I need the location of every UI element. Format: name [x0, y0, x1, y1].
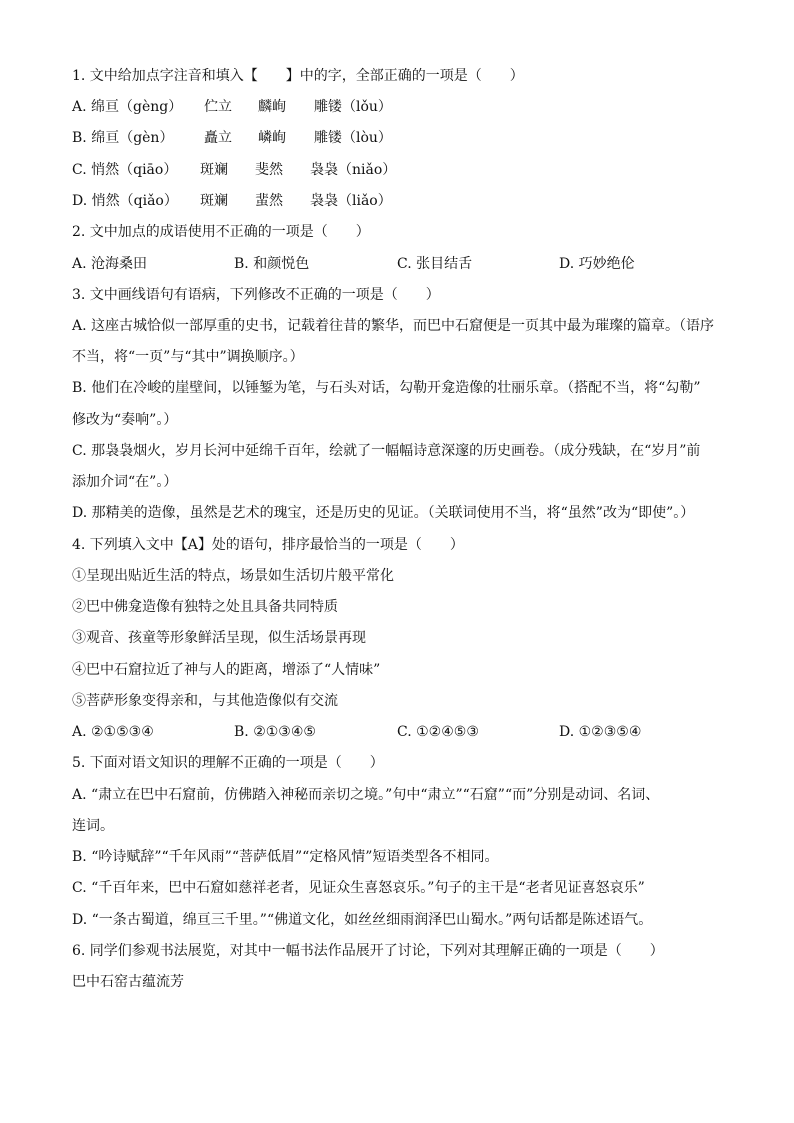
- q1-a-col4: 雕镂（lǒu）: [314, 99, 392, 115]
- q1-option-d: [72, 191, 722, 211]
- q2-option-b: B. 和颜悦色: [234, 256, 310, 272]
- q4-item-2: ②巴中佛龛造像有独特之处且具备共同特质: [72, 599, 338, 615]
- q3-option-a-line1: A. 这座古城恰似一部厚重的史书，记载着往昔的繁华，而巴中石窟便是一页其中最为璀璨的篇章。（语序: [72, 318, 715, 334]
- q3-option-c-line1: C. 那袅袅烟火，岁月长河中延绵千百年，绘就了一幅幅诗意深邃的历史画卷。（成分残缺，在“岁月”前: [72, 443, 701, 459]
- q4-option-c: C. ①②④⑤③: [397, 724, 479, 740]
- q1-d-col1: D. 悄然（qiǎo）: [72, 193, 178, 209]
- q1-option-c: [72, 160, 722, 180]
- q4-item-5: ⑤菩萨形象变得亲和，与其他造像似有交流: [72, 693, 338, 709]
- q1-a-col2: 伫立: [204, 99, 232, 115]
- q1-c-col4: 袅袅（niǎo）: [310, 162, 397, 178]
- q3-option-c-line2: 添加介词“在”。）: [72, 474, 178, 490]
- q3-option-d: D. 那精美的造像，虽然是艺术的瑰宝，还是历史的见证。（关联词使用不当，将“虽然”改为“即使”。）: [72, 505, 695, 521]
- q5-option-b: B. “吟诗赋辞”“千年风雨”“菩萨低眉”“定格风情”短语类型各不相同。: [72, 849, 499, 865]
- q3-option-b-line1: B. 他们在冷峻的崖壁间，以锤錾为笔，与石头对话，勾勒开龛造像的壮丽乐章。（搭配不当，将“勾勒”: [72, 380, 701, 396]
- q2-option-c: C. 张目结舌: [397, 256, 473, 272]
- q4-option-a: A. ②①⑤③④: [72, 724, 154, 740]
- q4-option-b: B. ②①③④⑤: [234, 724, 316, 740]
- q1-b-col4: 雕镂（lòu）: [314, 130, 392, 146]
- q1-c-col3: 斐然: [255, 162, 283, 178]
- q1-c-col1: C. 悄然（qiāo）: [72, 162, 178, 178]
- q2-option-d: D. 巧妙绝伦: [559, 256, 635, 272]
- q2-stem: 2. 文中加点的成语使用不正确的一项是（ ）: [72, 224, 370, 240]
- q4-item-3: ③观音、孩童等形象鲜活呈现，似生活场景再现: [72, 630, 366, 646]
- q5-option-d: D. “一条古蜀道，绵亘三千里。”“佛道文化，如丝丝细雨润泽巴山蜀水。”两句话都是陈述语气。: [72, 912, 653, 928]
- q2-option-a: A. 沧海桑田: [72, 256, 148, 272]
- q4-option-d: D. ①②③⑤④: [559, 724, 642, 740]
- q1-b-col1: B. 绵亘（gèn）: [72, 130, 174, 146]
- q1-a-col1: A. 绵亘（gèng）: [72, 99, 183, 115]
- q1-b-col3: 嶙峋: [258, 130, 286, 146]
- q4-stem: 4. 下列填入文中【A】处的语句，排序最恰当的一项是（ ）: [72, 537, 464, 553]
- q1-b-col2: 矗立: [204, 130, 232, 146]
- q4-item-4: ④巴中石窟拉近了神与人的距离，增添了“人情味”: [72, 662, 381, 678]
- q6-calligraphy-text: 巴中石窑古蕴流芳: [72, 974, 184, 990]
- q6-stem: 6. 同学们参观书法展览，对其中一幅书法作品展开了讨论，下列对其理解正确的一项是（ ）: [72, 943, 664, 959]
- q3-option-a-line2: 不当，将“一页”与“其中”调换顺序。）: [72, 349, 304, 365]
- q2-options: [72, 254, 722, 274]
- q1-option-b: [72, 128, 722, 148]
- q5-option-a-line1: A. “肃立在巴中石窟前，仿佛踏入神秘而亲切之境。”句中“肃立”“石窟”“而”分别是动词、名词、: [72, 787, 660, 803]
- q1-a-col3: 麟峋: [258, 99, 286, 115]
- q5-option-c: C. “千百年来，巴中石窟如慈祥老者，见证众生喜怒哀乐。”句子的主干是“老者见证喜怒哀乐”: [72, 880, 645, 896]
- q1-stem: 1. 文中给加点字注音和填入【 】中的字，全部正确的一项是（ ）: [72, 68, 524, 84]
- q1-d-col3: 蜚然: [255, 193, 283, 209]
- q3-stem: 3. 文中画线语句有语病，下列修改不正确的一项是（ ）: [72, 287, 440, 303]
- q5-option-a-line2: 连词。: [72, 818, 114, 834]
- q1-d-col2: 斑斓: [200, 193, 228, 209]
- q4-options: [72, 722, 722, 742]
- q1-c-col2: 斑斓: [200, 162, 228, 178]
- q4-item-1: ①呈现出贴近生活的特点，场景如生活切片般平常化: [72, 568, 394, 584]
- q5-stem: 5. 下面对语文知识的理解不正确的一项是（ ）: [72, 755, 384, 771]
- q1-option-a: [72, 97, 722, 117]
- q1-d-col4: 袅袅（liǎo）: [310, 193, 392, 209]
- q3-option-b-line2: 修改为“奏响”。）: [72, 412, 178, 428]
